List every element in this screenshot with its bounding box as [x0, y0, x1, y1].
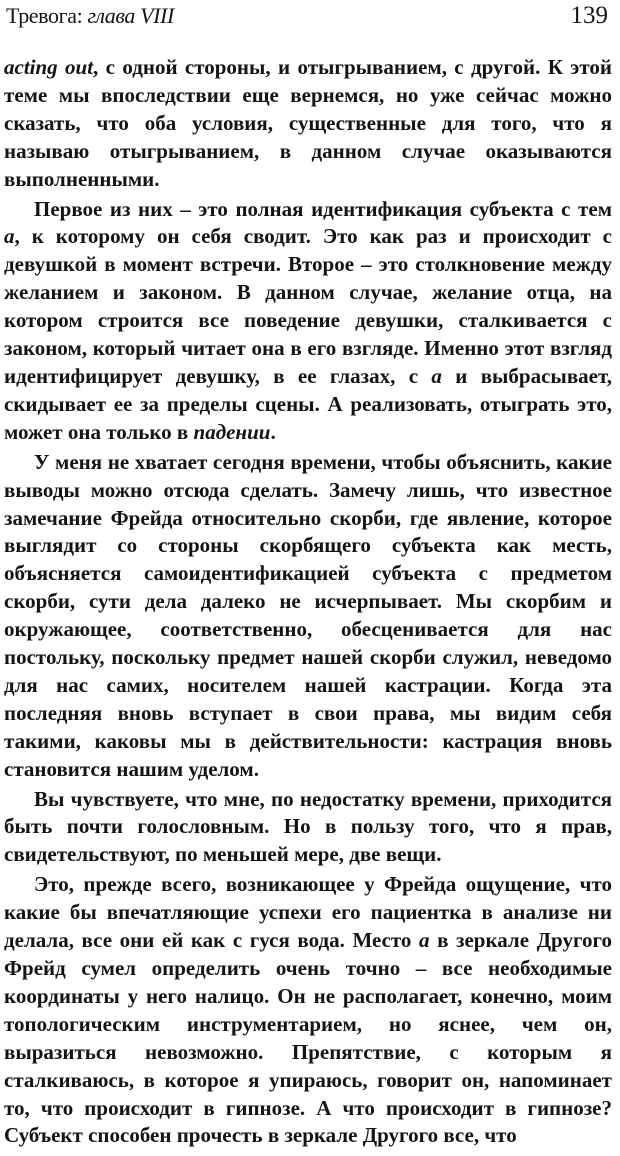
body-text [4, 54, 612, 1150]
paragraph: acting out, с одной стороны, и отыгрыванием, с другой. К этой теме мы впоследствии еще вернемся, но уже сейчас можно сказать, что оба условия, существенные для того, что я называю отыгрыванием, в данном случае оказываются выполненными. [4, 55, 612, 191]
paragraph: Первое из них – это полная идентификация субъекта с тем а, к которому он себя сводит. Это как раз и происходит с девушкой в момент встречи. Второе – это столкновение между желанием и законом. В данном случае, желание отца, на котором строится все поведение девушки, сталкивается с законом, который читает она в его взгляде. Именно этот взгляд идентифицирует девушку, в ее глазах, с а и выбрасывает, скидывает ее за пределы сцены. А реализовать, отыграть это, может она только в падении. [4, 196, 612, 444]
running-head [6, 3, 174, 29]
chapter-label: глава VIII [87, 3, 174, 28]
paragraph: У меня не хватает сегодня времени, чтобы объяснить, какие выводы можно отсюда сделать. Замечу лишь, что известное замечание Фрейда относительно скорби, где явление, которое выглядит со стороны скорбящего субъекта как месть, объясняется самоидентификацией субъекта с предметом скорби, сути дела далеко не исчерпывает. Мы скорбим и окружающее, соответственно, обесценивается для нас постольку, поскольку предмет нашей скорби служил, неведомо для нас самих, носителем нашей кастрации. Когда эта последняя вновь вступает в свои права, мы видим себя такими, каковы мы в действительности: кастрация вновь становится нашим уделом. [4, 449, 612, 781]
italic-term: а [431, 363, 442, 388]
page-number: 139 [570, 2, 608, 29]
paragraph: Это, прежде всего, возникающее у Фрейда ощущение, что какие бы впечатляющие успехи его пациентка в анализе ни делала, все они ей как с гуся вода. Место а в зеркале Другого Фрейд сумел определить очень точно – все необходимые координаты у него налицо. Он не располагает, конечно, моим топологическим инструментарием, но яснее, чем он, выразиться невозможно. Препятствие, с которым я сталкиваюсь, в которое я упираюсь, говорит он, напоминает то, что происходит в гипнозе. А что происходит в гипнозе? Субъект способен прочесть в зеркале Другого все, что [4, 872, 612, 1148]
running-title: Тревога: [6, 3, 83, 28]
italic-term: падении [193, 419, 271, 444]
italic-term: acting out [4, 55, 94, 79]
italic-term: а [419, 928, 430, 953]
paragraph: Вы чувствуете, что мне, по недостатку времени, приходится быть почти голословным. Но в пользу того, что я прав, свидетельствуют, по меньшей мере, две вещи. [4, 786, 612, 867]
italic-term: а [4, 224, 15, 249]
page-header [4, 0, 612, 42]
